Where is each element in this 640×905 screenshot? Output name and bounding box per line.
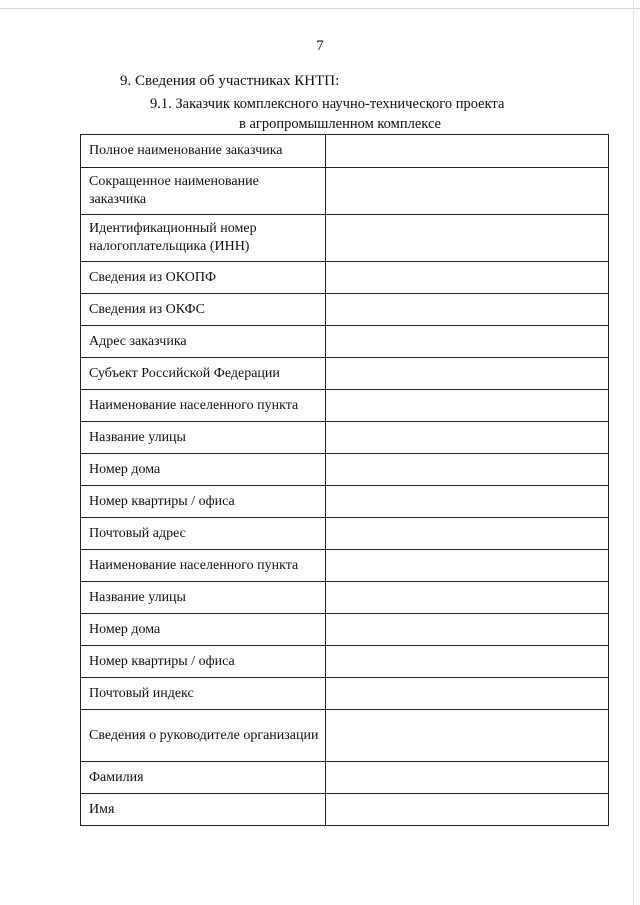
- row-label: Идентификационный номер налогоплательщика (ИНН): [81, 215, 326, 262]
- row-label: Название улицы: [81, 582, 326, 614]
- row-value-field[interactable]: [326, 422, 609, 454]
- row-value-field[interactable]: [326, 262, 609, 294]
- row-value-field[interactable]: [326, 582, 609, 614]
- table-row: [81, 422, 609, 454]
- table-row: [81, 215, 609, 262]
- table-row: [81, 550, 609, 582]
- table-row: [81, 794, 609, 826]
- row-label: Почтовый индекс: [81, 678, 326, 710]
- subsection-title: [150, 94, 530, 134]
- row-value-field[interactable]: [326, 486, 609, 518]
- row-value-field[interactable]: [326, 646, 609, 678]
- row-value-field[interactable]: [326, 294, 609, 326]
- subsection-title-line2: в агропромышленном комплексе: [238, 116, 441, 132]
- row-label: Наименование населенного пункта: [81, 550, 326, 582]
- row-label: Сведения о руководителе организации: [81, 710, 326, 762]
- row-value-field[interactable]: [326, 168, 609, 215]
- table-row: [81, 762, 609, 794]
- row-label: Фамилия: [81, 762, 326, 794]
- table-row: [81, 168, 609, 215]
- subsection-title-line1: 9.1. Заказчик комплексного научно-технического проекта: [150, 96, 505, 112]
- row-value-field[interactable]: [326, 390, 609, 422]
- section-title: 9. Сведения об участниках КНТП:: [120, 73, 340, 89]
- table-row: [81, 294, 609, 326]
- row-value-field[interactable]: [326, 710, 609, 762]
- table-row: [81, 710, 609, 762]
- table-row: [81, 454, 609, 486]
- row-value-field[interactable]: [326, 215, 609, 262]
- table-row: [81, 390, 609, 422]
- table-row: [81, 358, 609, 390]
- top-edge-rule: [0, 8, 640, 9]
- row-value-field[interactable]: [326, 326, 609, 358]
- row-label: Субъект Российской Федерации: [81, 358, 326, 390]
- row-label: Имя: [81, 794, 326, 826]
- row-label: Сведения из ОКФС: [81, 294, 326, 326]
- table-row: [81, 135, 609, 168]
- row-label: Почтовый адрес: [81, 518, 326, 550]
- row-value-field[interactable]: [326, 614, 609, 646]
- customer-info-table: [80, 134, 609, 826]
- table-row: [81, 262, 609, 294]
- row-value-field[interactable]: [326, 794, 609, 826]
- row-label: Название улицы: [81, 422, 326, 454]
- table-row: [81, 614, 609, 646]
- row-label: Адрес заказчика: [81, 326, 326, 358]
- row-value-field[interactable]: [326, 678, 609, 710]
- row-label: Номер дома: [81, 614, 326, 646]
- row-label: Сокращенное наименование заказчика: [81, 168, 326, 215]
- table-row: [81, 486, 609, 518]
- row-value-field[interactable]: [326, 454, 609, 486]
- table-row: [81, 678, 609, 710]
- row-value-field[interactable]: [326, 762, 609, 794]
- row-label: Номер квартиры / офиса: [81, 646, 326, 678]
- row-label: Номер дома: [81, 454, 326, 486]
- table-row: [81, 582, 609, 614]
- page-edge: [633, 0, 634, 905]
- row-value-field[interactable]: [326, 518, 609, 550]
- row-value-field[interactable]: [326, 550, 609, 582]
- page-number: 7: [316, 38, 324, 54]
- table-row: [81, 326, 609, 358]
- row-label: Наименование населенного пункта: [81, 390, 326, 422]
- row-label: Номер квартиры / офиса: [81, 486, 326, 518]
- row-value-field[interactable]: [326, 135, 609, 168]
- row-value-field[interactable]: [326, 358, 609, 390]
- table-row: [81, 646, 609, 678]
- table-row: [81, 518, 609, 550]
- row-label: Сведения из ОКОПФ: [81, 262, 326, 294]
- row-label: Полное наименование заказчика: [81, 135, 326, 168]
